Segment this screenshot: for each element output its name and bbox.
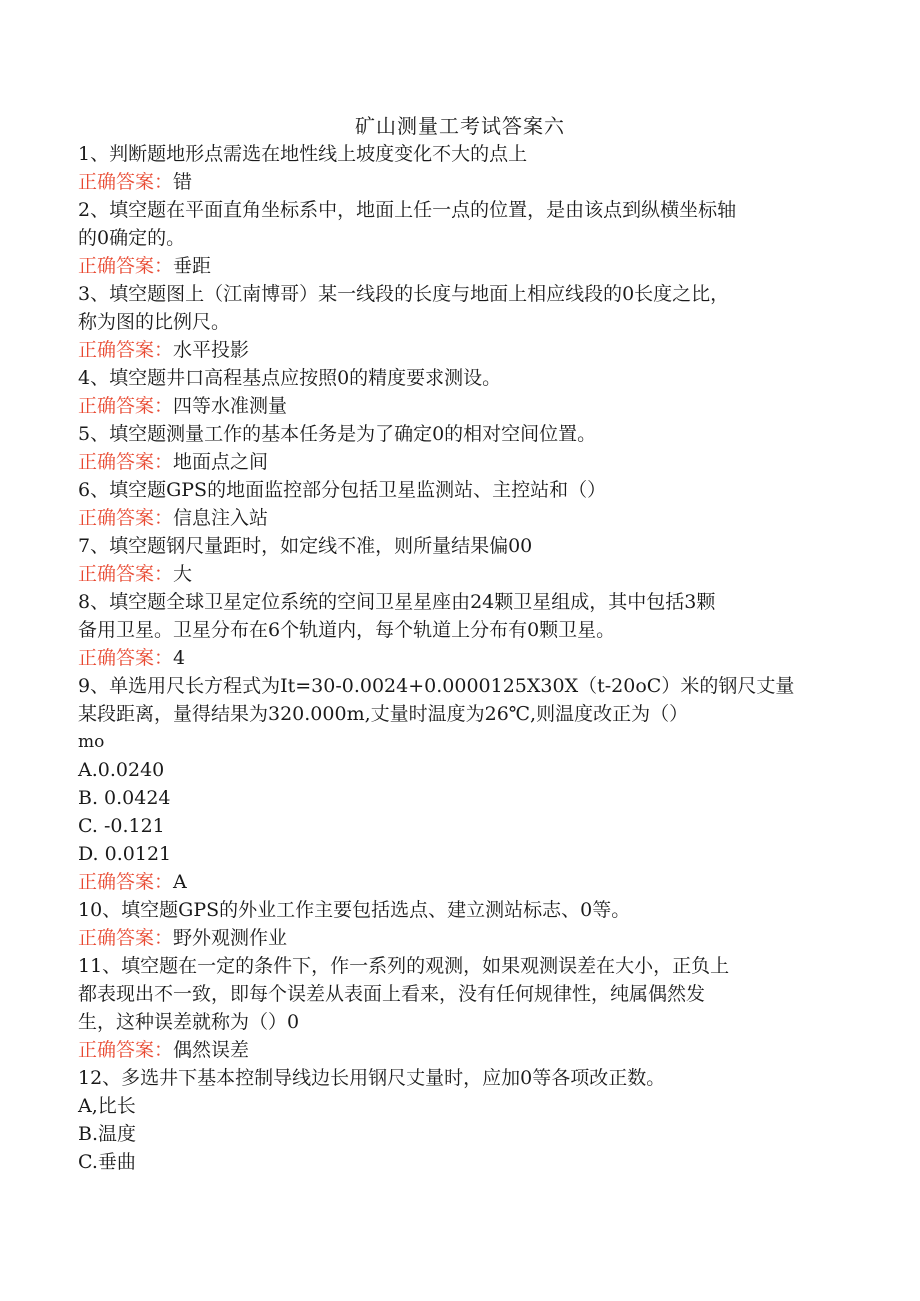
- question-2-text-cont: 的0确定的。: [78, 227, 186, 249]
- question-2-text: 2、填空题在平面直角坐标系中，地面上任一点的位置，是由该点到纵横坐标轴: [78, 199, 737, 221]
- answer-value: 垂距: [173, 255, 212, 277]
- answer-value: A: [173, 871, 187, 893]
- question-6-text: 6、填空题GPS的地面监控部分包括卫星监测站、主控站和（）: [78, 479, 607, 501]
- answer-value: 4: [173, 647, 186, 669]
- answer-label: 正确答案：: [78, 563, 174, 585]
- question-12-text: 12、多选井下基本控制导线边长用钢尺丈量时，应加0等各项改正数。: [78, 1067, 666, 1089]
- answer-value: 信息注入站: [173, 507, 269, 529]
- question-9-answer: [78, 868, 848, 896]
- option-c: C. -0.121: [78, 815, 165, 837]
- answer-label: 正确答案：: [78, 1039, 174, 1061]
- question-8-answer: [78, 644, 848, 672]
- question-10-answer: [78, 924, 848, 952]
- answer-value: 四等水准测量: [173, 395, 288, 417]
- answer-value: 错: [173, 171, 193, 193]
- question-8-text-cont: 备用卫星。卫星分布在6个轨道内，每个轨道上分布有0颗卫星。: [78, 619, 616, 641]
- option-b: B.温度: [78, 1123, 137, 1145]
- answer-label: 正确答案：: [78, 871, 174, 893]
- question-2-answer: [78, 252, 848, 280]
- answer-label: 正确答案：: [78, 339, 174, 361]
- option-b: B. 0.0424: [78, 787, 171, 809]
- question-1-text: 1、判断题地形点需选在地性线上坡度变化不大的点上: [78, 143, 528, 165]
- question-6-answer: [78, 504, 848, 532]
- question-4-answer: [78, 392, 848, 420]
- answer-label: 正确答案：: [78, 647, 174, 669]
- question-3-text: 3、填空题图上（江南博哥）某一线段的长度与地面上相应线段的0长度之比，: [78, 283, 730, 305]
- question-list: [78, 140, 848, 1176]
- question-5-answer: [78, 448, 848, 476]
- question-3-answer: [78, 336, 848, 364]
- question-3-text-cont: 称为图的比例尺。: [78, 311, 231, 333]
- answer-label: 正确答案：: [78, 927, 174, 949]
- answer-label: 正确答案：: [78, 507, 174, 529]
- question-8-text: 8、填空题全球卫星定位系统的空间卫星星座由24颗卫星组成，其中包括3颗: [78, 591, 716, 613]
- answer-value: 大: [173, 563, 193, 585]
- option-a: A,比长: [78, 1095, 136, 1117]
- question-11-text: 11、填空题在一定的条件下，作一系列的观测，如果观测误差在大小，正负上: [78, 955, 730, 977]
- question-5-text: 5、填空题测量工作的基本任务是为了确定0的相对空间位置。: [78, 423, 597, 445]
- question-7-answer: [78, 560, 848, 588]
- document-title: 矿山测量工考试答案六: [355, 114, 565, 138]
- answer-label: 正确答案：: [78, 395, 174, 417]
- answer-label: 正确答案：: [78, 451, 174, 473]
- question-9-text-cont: 某段距离，量得结果为320.000m,丈量时温度为26℃,则温度改正为（）: [78, 703, 689, 725]
- question-1-answer: [78, 168, 848, 196]
- answer-label: 正确答案：: [78, 171, 174, 193]
- option-d: D. 0.0121: [78, 843, 172, 865]
- option-a: A.0.0240: [78, 759, 165, 781]
- answer-value: 野外观测作业: [173, 927, 288, 949]
- question-11-answer: [78, 1036, 848, 1064]
- answer-value: 水平投影: [173, 339, 250, 361]
- option-c: C.垂曲: [78, 1151, 136, 1173]
- answer-value: 偶然误差: [173, 1039, 250, 1061]
- question-11-text-cont-2: 生，这种误差就称为（）0: [78, 1011, 300, 1033]
- question-4-text: 4、填空题井口高程基点应按照0的精度要求测设。: [78, 367, 502, 389]
- question-9-unit: mo: [78, 732, 105, 752]
- answer-label: 正确答案：: [78, 255, 174, 277]
- question-7-text: 7、填空题钢尺量距时，如定线不准，则所量结果偏00: [78, 535, 533, 557]
- question-10-text: 10、填空题GPS的外业工作主要包括选点、建立测站标志、0等。: [78, 899, 631, 921]
- answer-value: 地面点之间: [173, 451, 269, 473]
- question-9-text: 9、单选用尺长方程式为It=30-0.0024+0.0000125X30X（t-20oC）米的钢尺丈量: [78, 675, 795, 697]
- question-11-text-cont: 都表现出不一致，即每个误差从表面上看来，没有任何规律性，纯属偶然发: [78, 983, 706, 1005]
